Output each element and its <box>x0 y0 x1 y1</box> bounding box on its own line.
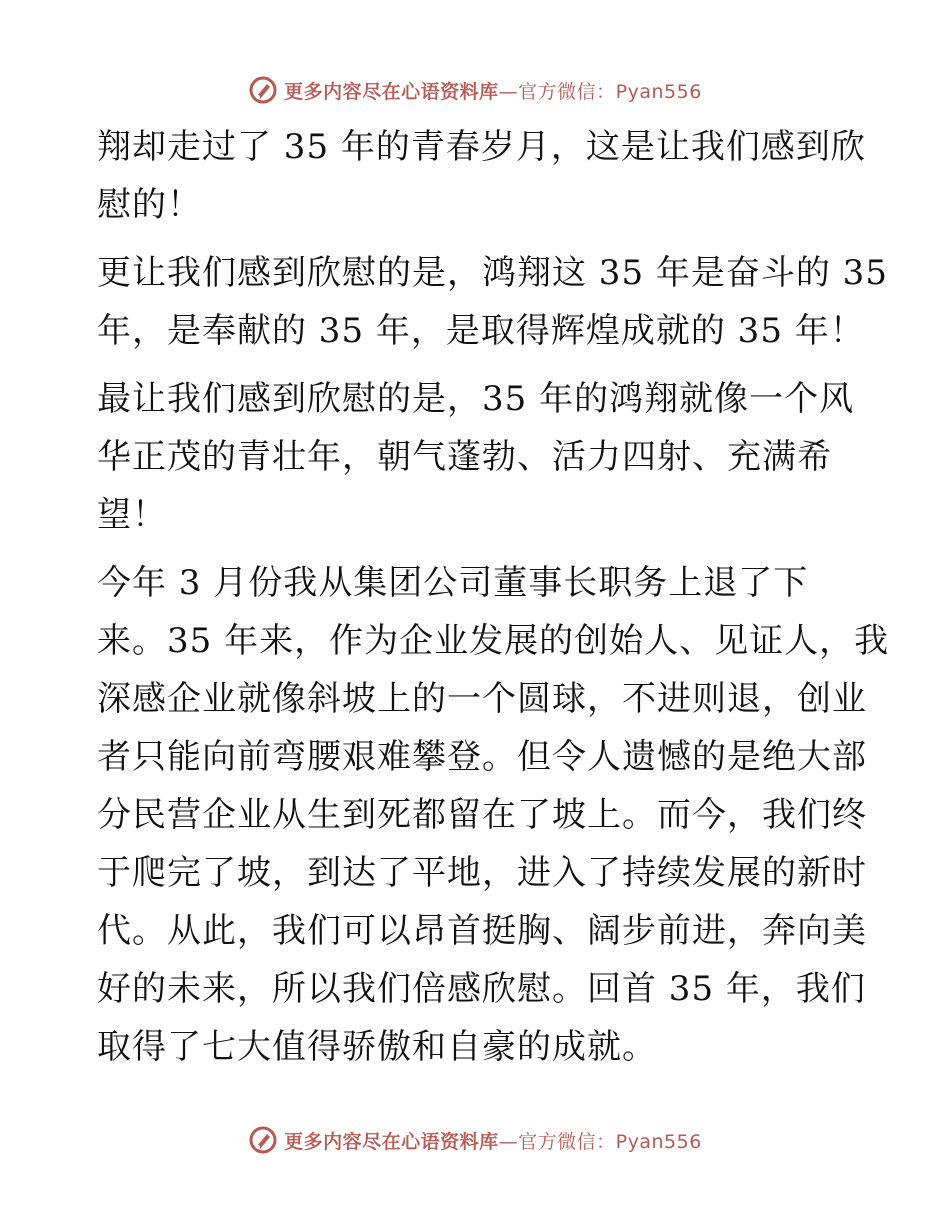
footer-watermark-banner <box>0 1120 950 1160</box>
banner-wechat: 官方微信：Pyan556 <box>518 80 702 103</box>
paragraph-line: 于爬完了坡，到达了平地，进入了持续发展的新时 <box>97 853 867 893</box>
paragraph <box>97 244 888 360</box>
paragraph-line: 分民营企业从生到死都留在了坡上。而今，我们终 <box>97 795 867 835</box>
banner-site: 更多内容尽在心语资料库 <box>284 80 499 103</box>
banner-site: 更多内容尽在心语资料库 <box>284 1130 499 1153</box>
banner-dash: — <box>498 1130 519 1153</box>
pen-seal-logo-icon <box>248 1125 278 1155</box>
paragraph-line: 更让我们感到欣慰的是，鸿翔这 35 年是奋斗的 35 <box>97 253 888 293</box>
paragraph-line: 翔却走过了 35 年的青春岁月，这是让我们感到欣 <box>97 127 866 167</box>
header-watermark-banner <box>0 70 950 110</box>
paragraph-line: 来。35 年来，作为企业发展的创始人、见证人，我 <box>97 621 890 661</box>
banner-text <box>284 77 702 104</box>
banner-wechat: 官方微信：Pyan556 <box>518 1130 702 1153</box>
paragraph-line: 好的未来，所以我们倍感欣慰。回首 35 年，我们 <box>97 969 866 1009</box>
paragraph-line: 慰的！ <box>97 185 202 225</box>
paragraph <box>97 370 857 544</box>
banner-dash: — <box>498 80 519 103</box>
paragraph-line: 今年 3 月份我从集团公司董事长职务上退了下 <box>97 563 809 603</box>
pen-seal-logo-icon <box>248 75 278 105</box>
paragraph-line: 者只能向前弯腰艰难攀登。但令人遗憾的是绝大部 <box>97 737 867 777</box>
paragraph-line: 年，是奉献的 35 年，是取得辉煌成就的 35 年！ <box>97 311 865 351</box>
paragraph-line: 取得了七大值得骄傲和自豪的成就。 <box>97 1027 657 1067</box>
paragraph-line: 深感企业就像斜坡上的一个圆球，不进则退，创业 <box>97 679 867 719</box>
paragraph <box>97 118 866 234</box>
banner-text <box>284 1127 702 1154</box>
paragraph <box>97 554 890 1076</box>
document-body <box>97 118 890 1086</box>
paragraph-line: 华正茂的青壮年，朝气蓬勃、活力四射、充满希 <box>97 437 832 477</box>
paragraph-line: 望！ <box>97 495 167 535</box>
paragraph-line: 最让我们感到欣慰的是，35 年的鸿翔就像一个风 <box>97 379 855 419</box>
paragraph-line: 代。从此，我们可以昂首挺胸、阔步前进，奔向美 <box>97 911 867 951</box>
